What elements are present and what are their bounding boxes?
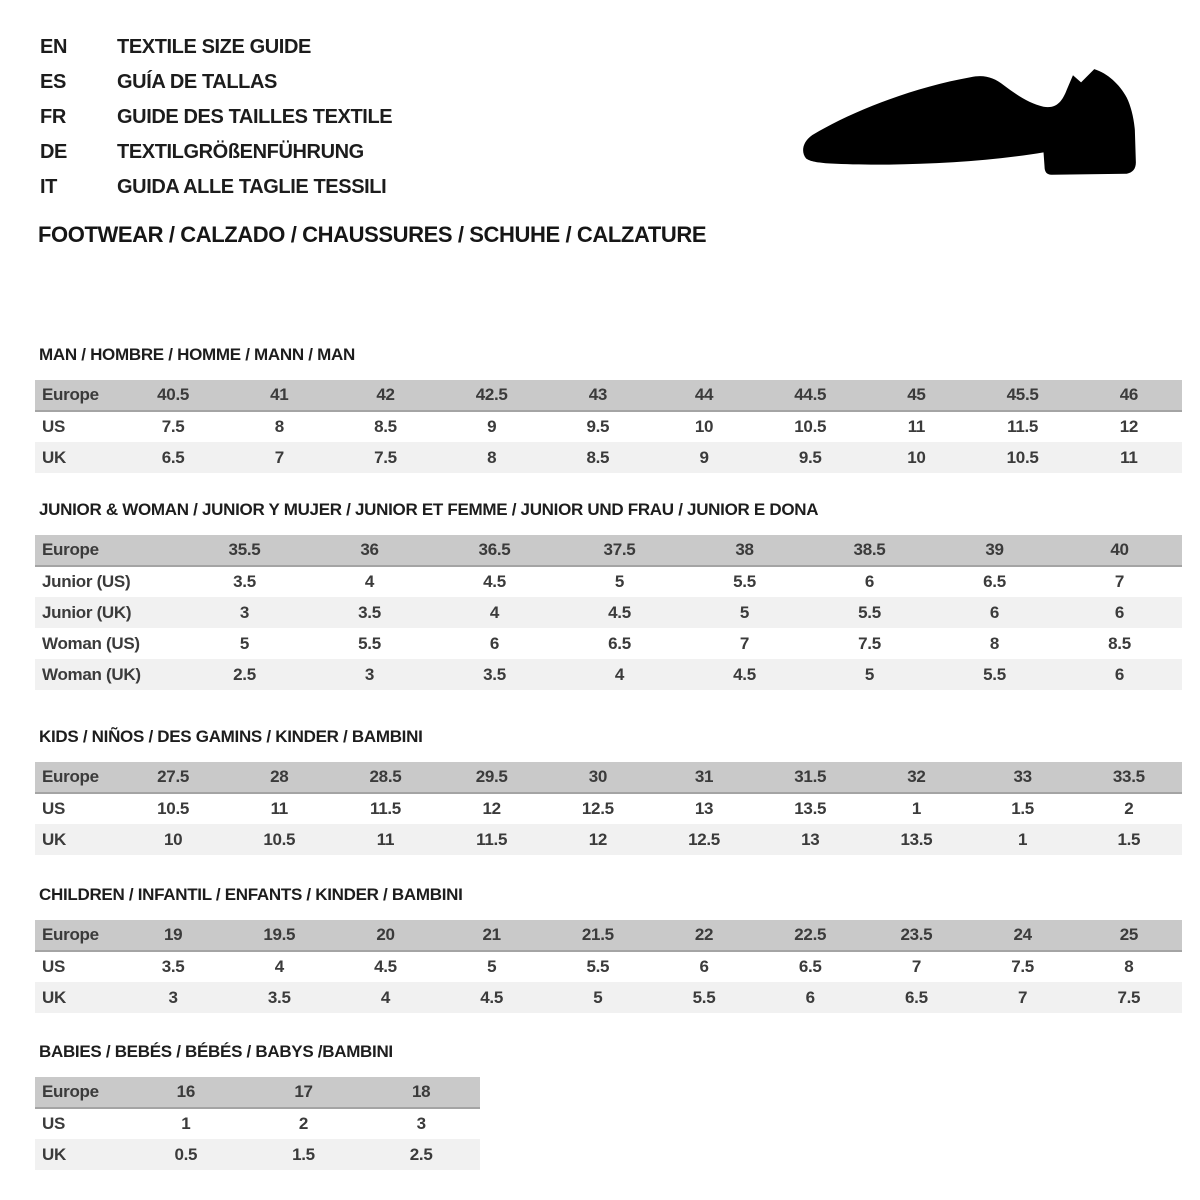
language-row-es [40,65,392,100]
size-value-cell: 45.5 [970,380,1076,411]
size-value-cell: 36.5 [432,535,557,566]
size-value-cell: 8 [932,628,1057,659]
size-value-cell: 27.5 [120,762,226,793]
language-row-en [40,30,392,65]
size-value-cell: 6 [1057,597,1182,628]
size-value-cell: 40.5 [120,380,226,411]
size-value-cell: 7.5 [1076,982,1182,1013]
size-value-cell: 0.5 [127,1139,245,1170]
size-value-cell: 10 [863,442,969,473]
size-value-cell: 19 [120,920,226,951]
size-value-cell: 7.5 [807,628,932,659]
section-title: JUNIOR & WOMAN / JUNIOR Y MUJER / JUNIOR ET FEMME / JUNIOR UND FRAU / JUNIOR E DONA [39,500,819,519]
row-label: UK [35,442,120,473]
size-value-cell: 4.5 [332,951,438,982]
size-value-cell: 5.5 [932,659,1057,690]
size-value-cell: 4.5 [439,982,545,1013]
size-value-cell: 6.5 [557,628,682,659]
size-value-cell: 3.5 [307,597,432,628]
size-value-cell: 42 [332,380,438,411]
section-title: CHILDREN / INFANTIL / ENFANTS / KINDER / BAMBINI [39,885,463,904]
size-value-cell: 5.5 [807,597,932,628]
size-table-header-row [35,380,1182,411]
size-table-header-row [35,1077,480,1108]
size-value-cell: 44.5 [757,380,863,411]
size-table-row [35,566,1182,597]
size-value-cell: 13 [651,793,757,824]
size-table-row [35,793,1182,824]
language-code: ES [40,71,66,93]
row-label: UK [35,824,120,855]
size-value-cell: 2.5 [182,659,307,690]
row-label: Europe [35,1077,127,1108]
size-value-cell: 12.5 [651,824,757,855]
language-code: FR [40,106,66,128]
size-table-row [35,951,1182,982]
size-value-cell: 44 [651,380,757,411]
language-code: DE [40,141,67,163]
size-value-cell: 7 [1057,566,1182,597]
shoe-silhouette-icon [800,62,1145,190]
size-value-cell: 41 [226,380,332,411]
size-value-cell: 6.5 [932,566,1057,597]
kids-size-table [35,762,1182,855]
size-value-cell: 31.5 [757,762,863,793]
size-value-cell: 13 [757,824,863,855]
size-value-cell: 6 [651,951,757,982]
size-value-cell: 16 [127,1077,245,1108]
size-table-row [35,628,1182,659]
size-value-cell: 5.5 [651,982,757,1013]
size-value-cell: 42.5 [439,380,545,411]
section-title: MAN / HOMBRE / HOMME / MANN / MAN [39,345,355,364]
size-value-cell: 6 [757,982,863,1013]
size-value-cell: 6 [932,597,1057,628]
row-label: Europe [35,380,120,411]
size-value-cell: 4 [557,659,682,690]
size-value-cell: 17 [245,1077,363,1108]
size-value-cell: 19.5 [226,920,332,951]
guide-title: GUÍA DE TALLAS [117,71,277,93]
size-value-cell: 5 [182,628,307,659]
row-label: Woman (UK) [35,659,182,690]
size-table-header-row [35,920,1182,951]
size-value-cell: 24 [970,920,1076,951]
size-table-header-row [35,535,1182,566]
man-size-table [35,380,1182,473]
size-value-cell: 4 [432,597,557,628]
guide-title: TEXTILGRÖßENFÜHRUNG [117,141,364,163]
category-heading: FOOTWEAR / CALZADO / CHAUSSURES / SCHUHE / CALZATURE [38,222,707,247]
size-value-cell: 12.5 [545,793,651,824]
size-table-row [35,1139,480,1170]
size-value-cell: 10.5 [226,824,332,855]
size-value-cell: 5 [682,597,807,628]
size-value-cell: 10.5 [970,442,1076,473]
size-value-cell: 10.5 [757,411,863,442]
size-table-row [35,442,1182,473]
row-label: Europe [35,535,182,566]
size-value-cell: 6.5 [757,951,863,982]
size-value-cell: 4.5 [557,597,682,628]
row-label: Woman (US) [35,628,182,659]
language-row-it [40,170,392,205]
size-value-cell: 11.5 [439,824,545,855]
size-value-cell: 23.5 [863,920,969,951]
size-value-cell: 28.5 [332,762,438,793]
size-value-cell: 2 [245,1108,363,1139]
size-table-header-row [35,762,1182,793]
size-table-row [35,659,1182,690]
size-value-cell: 5 [807,659,932,690]
size-value-cell: 36 [307,535,432,566]
guide-title: GUIDE DES TAILLES TEXTILE [117,106,393,128]
language-code: IT [40,176,57,198]
children-size-table [35,920,1182,1013]
size-value-cell: 35.5 [182,535,307,566]
size-value-cell: 1 [127,1108,245,1139]
section-kids [35,727,1182,855]
size-value-cell: 21.5 [545,920,651,951]
size-value-cell: 1.5 [970,793,1076,824]
size-value-cell: 3.5 [182,566,307,597]
babies-size-table [35,1077,480,1170]
size-value-cell: 8.5 [332,411,438,442]
size-value-cell: 7 [226,442,332,473]
size-value-cell: 3.5 [226,982,332,1013]
size-value-cell: 5.5 [545,951,651,982]
row-label: US [35,793,120,824]
row-label: US [35,1108,127,1139]
size-value-cell: 7 [970,982,1076,1013]
size-value-cell: 1.5 [1076,824,1182,855]
language-row-de [40,135,392,170]
size-value-cell: 5 [557,566,682,597]
size-table-row [35,597,1182,628]
row-label: US [35,411,120,442]
size-value-cell: 12 [545,824,651,855]
size-value-cell: 20 [332,920,438,951]
size-value-cell: 3 [120,982,226,1013]
size-value-cell: 9.5 [545,411,651,442]
size-value-cell: 4 [307,566,432,597]
size-value-cell: 18 [362,1077,480,1108]
size-value-cell: 7.5 [970,951,1076,982]
size-value-cell: 6 [1057,659,1182,690]
language-code: EN [40,36,67,58]
size-value-cell: 39 [932,535,1057,566]
size-value-cell: 2 [1076,793,1182,824]
size-value-cell: 7 [863,951,969,982]
guide-title: GUIDA ALLE TAGLIE TESSILI [117,176,387,198]
row-label: Junior (US) [35,566,182,597]
size-value-cell: 37.5 [557,535,682,566]
size-value-cell: 5 [545,982,651,1013]
size-value-cell: 9 [439,411,545,442]
size-value-cell: 6.5 [863,982,969,1013]
size-value-cell: 12 [439,793,545,824]
section-title: BABIES / BEBÉS / BÉBÉS / BABYS /BAMBINI [39,1042,393,1061]
size-value-cell: 4.5 [432,566,557,597]
row-label: US [35,951,120,982]
row-label: Junior (UK) [35,597,182,628]
section-title: KIDS / NIÑOS / DES GAMINS / KINDER / BAMBINI [39,727,423,746]
size-value-cell: 32 [863,762,969,793]
size-table-row [35,411,1182,442]
size-value-cell: 11.5 [332,793,438,824]
size-value-cell: 33.5 [1076,762,1182,793]
size-value-cell: 6.5 [120,442,226,473]
row-label: Europe [35,920,120,951]
size-value-cell: 11 [226,793,332,824]
size-value-cell: 22.5 [757,920,863,951]
size-value-cell: 10 [651,411,757,442]
section-junior-woman [35,500,1182,690]
row-label: Europe [35,762,120,793]
size-table-row [35,1108,480,1139]
size-value-cell: 3 [307,659,432,690]
row-label: UK [35,982,120,1013]
size-value-cell: 4.5 [682,659,807,690]
size-value-cell: 30 [545,762,651,793]
size-value-cell: 38.5 [807,535,932,566]
guide-title: TEXTILE SIZE GUIDE [117,36,311,58]
size-value-cell: 5.5 [307,628,432,659]
size-value-cell: 2.5 [362,1139,480,1170]
size-value-cell: 7.5 [120,411,226,442]
size-value-cell: 1 [970,824,1076,855]
size-value-cell: 13.5 [757,793,863,824]
size-value-cell: 8 [439,442,545,473]
size-value-cell: 43 [545,380,651,411]
size-value-cell: 8.5 [545,442,651,473]
size-value-cell: 25 [1076,920,1182,951]
size-value-cell: 10.5 [120,793,226,824]
size-value-cell: 8 [1076,951,1182,982]
size-value-cell: 8 [226,411,332,442]
size-value-cell: 46 [1076,380,1182,411]
size-value-cell: 31 [651,762,757,793]
row-label: UK [35,1139,127,1170]
language-title-block [40,30,392,205]
size-value-cell: 21 [439,920,545,951]
size-value-cell: 13.5 [863,824,969,855]
size-value-cell: 9 [651,442,757,473]
size-value-cell: 3.5 [120,951,226,982]
size-value-cell: 1 [863,793,969,824]
size-value-cell: 1.5 [245,1139,363,1170]
size-value-cell: 38 [682,535,807,566]
size-value-cell: 45 [863,380,969,411]
size-value-cell: 7.5 [332,442,438,473]
size-value-cell: 11 [332,824,438,855]
size-value-cell: 8.5 [1057,628,1182,659]
size-value-cell: 5 [439,951,545,982]
size-value-cell: 5.5 [682,566,807,597]
size-value-cell: 4 [226,951,332,982]
size-value-cell: 7 [682,628,807,659]
size-value-cell: 11 [1076,442,1182,473]
size-table-row [35,982,1182,1013]
language-row-fr [40,100,392,135]
size-value-cell: 3 [182,597,307,628]
size-value-cell: 6 [432,628,557,659]
size-value-cell: 12 [1076,411,1182,442]
size-value-cell: 40 [1057,535,1182,566]
section-man [35,345,1182,473]
size-value-cell: 28 [226,762,332,793]
size-value-cell: 9.5 [757,442,863,473]
size-value-cell: 10 [120,824,226,855]
size-value-cell: 29.5 [439,762,545,793]
size-value-cell: 11 [863,411,969,442]
size-value-cell: 3.5 [432,659,557,690]
size-table-row [35,824,1182,855]
size-value-cell: 4 [332,982,438,1013]
junior-woman-size-table [35,535,1182,690]
size-value-cell: 11.5 [970,411,1076,442]
size-value-cell: 3 [362,1108,480,1139]
size-value-cell: 22 [651,920,757,951]
size-value-cell: 6 [807,566,932,597]
section-children [35,885,1182,1013]
size-value-cell: 33 [970,762,1076,793]
section-babies [35,1042,1182,1170]
